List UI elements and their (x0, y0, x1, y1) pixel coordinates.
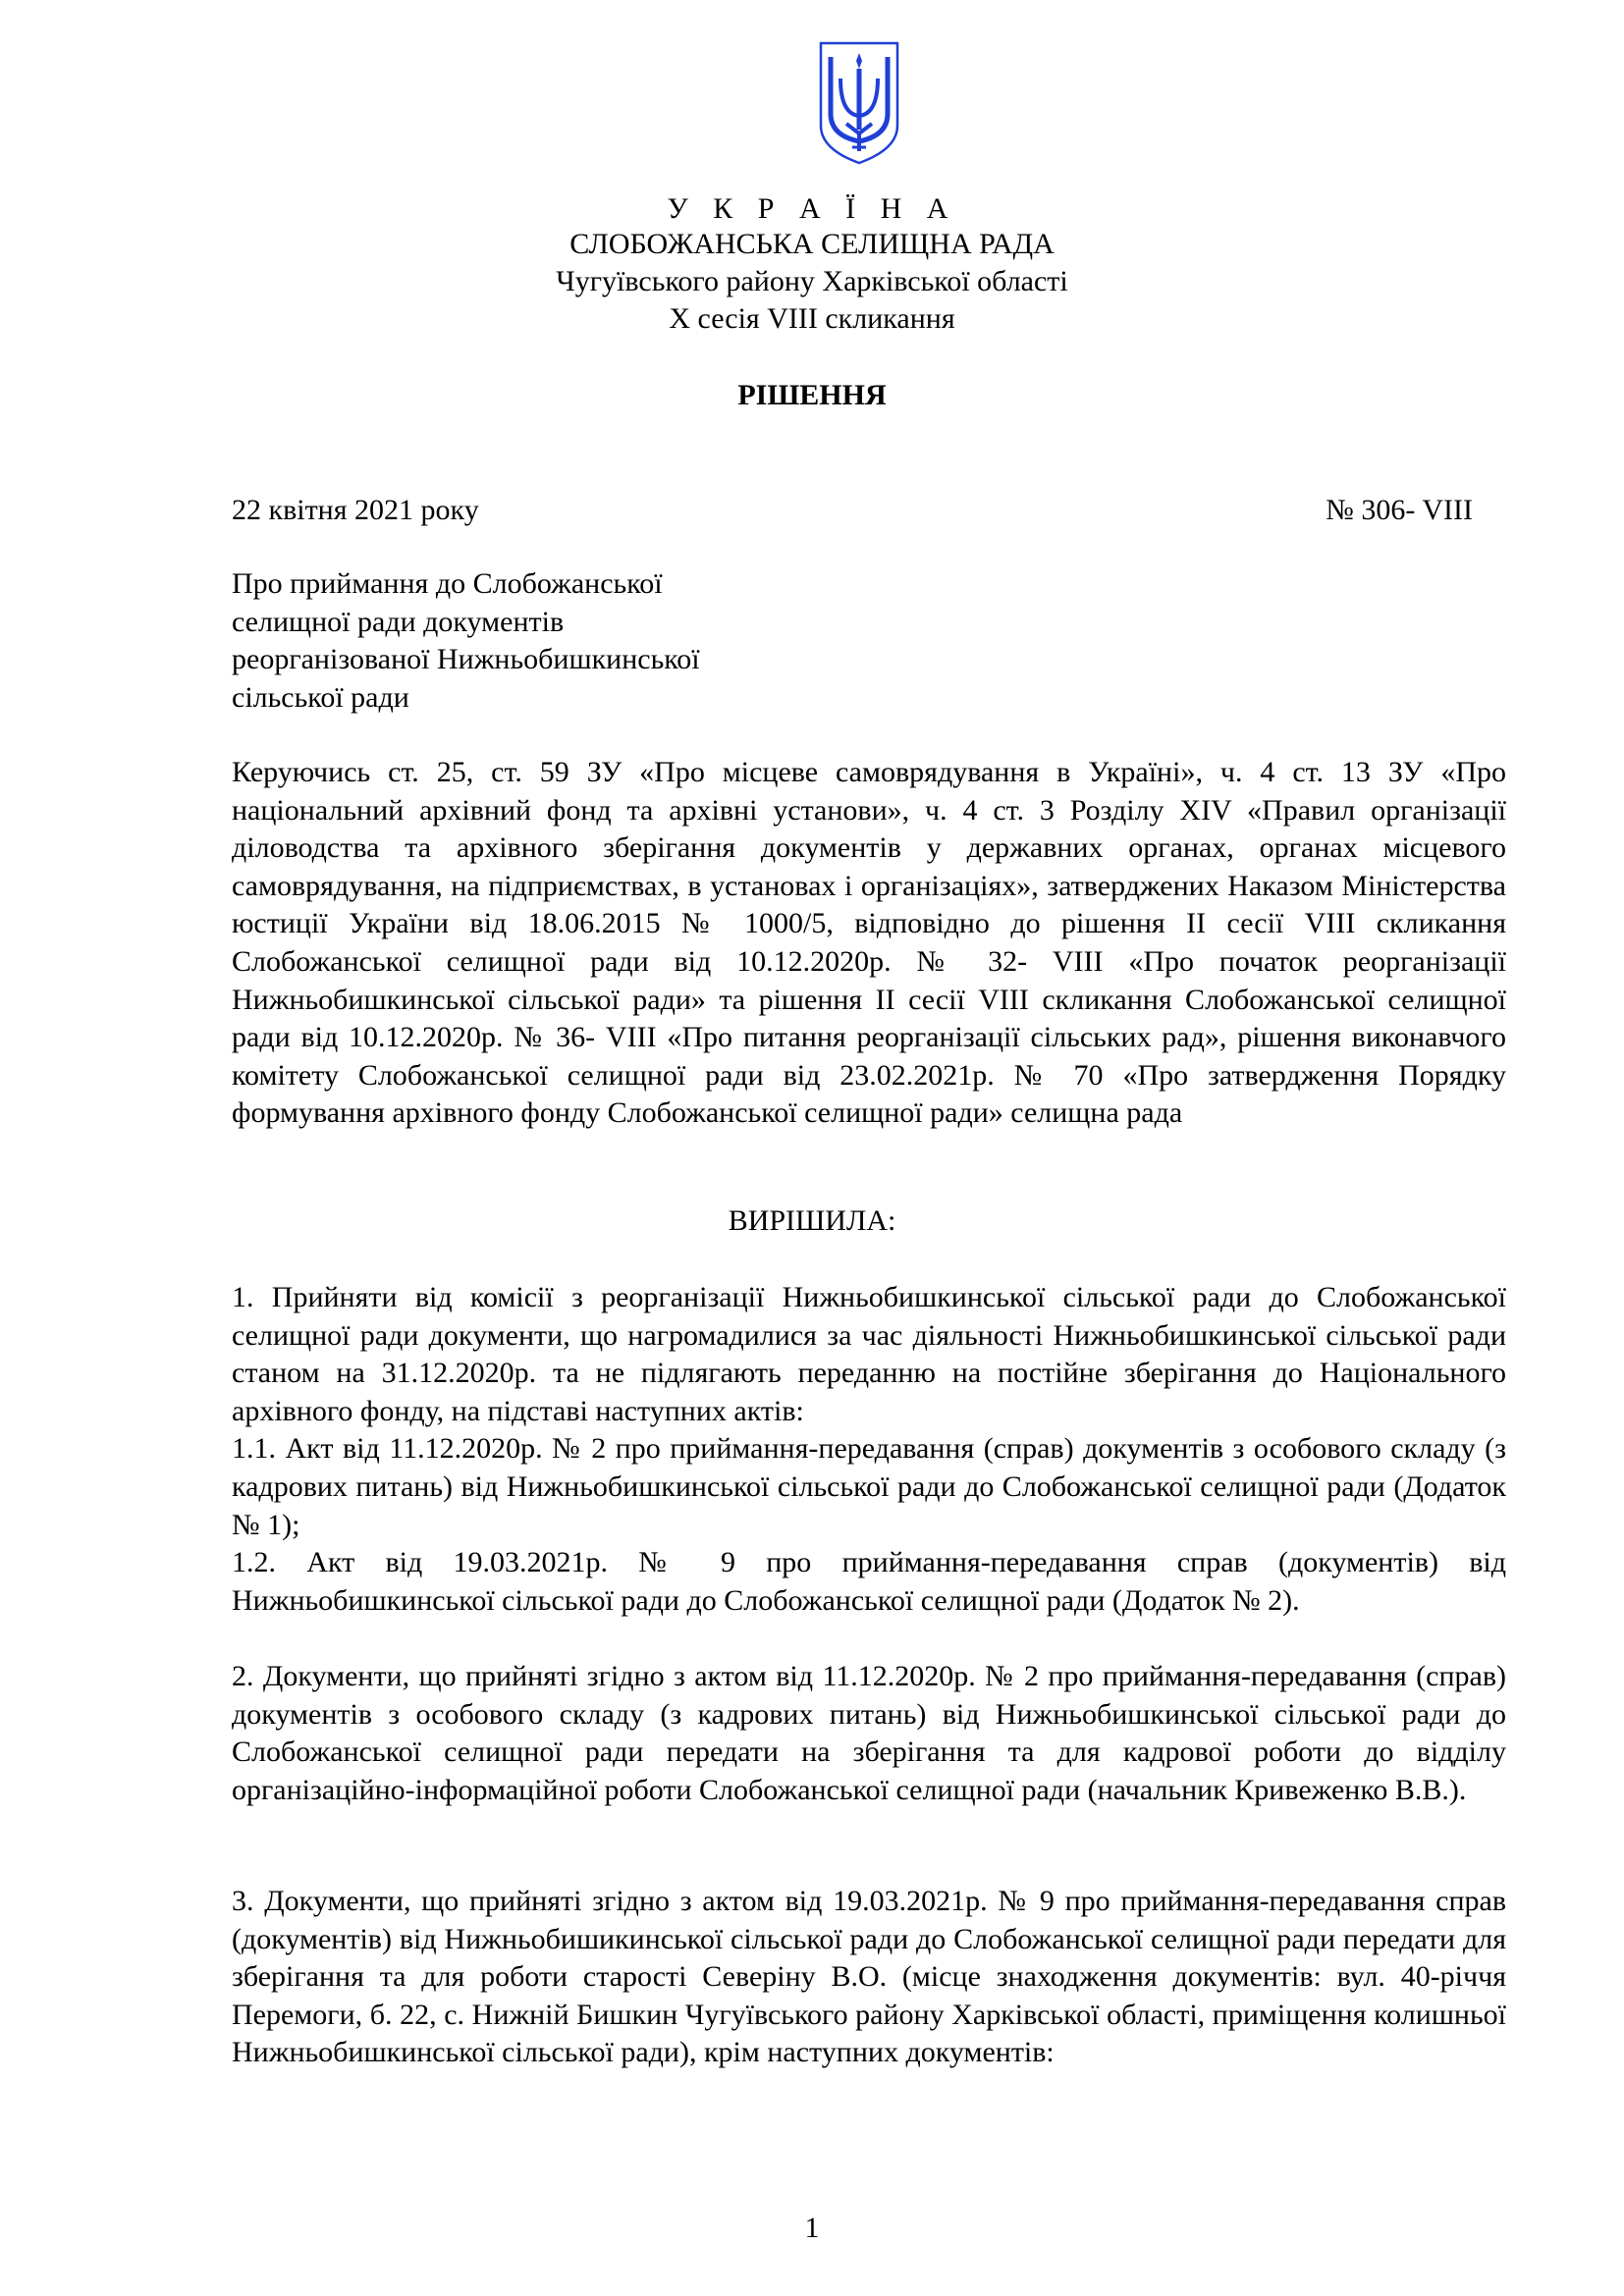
decision-subject (232, 565, 782, 717)
item-1: 1. Прийняти від комісії з реорганізації Нижньобишкинської сільської ради до Слобожанської селищної ради документи, що нагромадилися за час діяльності Нижньобишкинської сільської ради станом на 31.12.2020р. та не підлягають переданню на постійне зберігання до Національного архівного фонду, на підставі наступних актів: (232, 1281, 1506, 1427)
document-title: РІШЕННЯ (737, 379, 887, 411)
preamble-paragraph: Керуючись ст. 25, ст. 59 ЗУ «Про місцеве самоврядування в Україні», ч. 4 ст. 13 ЗУ «Про національний архівний фонд та архівні установи», ч. 4 ст. 3 Розділу XIV «Правил організації діловодства та архівного зберігання документів у державних органах, органах місцевого самоврядування, на підприємствах, в установах і організаціях», затверджених Наказом Міністерства юстиції України від 18.06.2015 № 1000/5, відповідно до рішення II сесії VIII скликання Слобожанської селищної ради від 10.12.2020р. № 32- VIII «Про початок реорганізації Нижньобишкинської сільської ради» та рішення II сесії VIII скликання Слобожанської селищної ради від 10.12.2020р. № 36- VIII «Про питання реорганізації сільських рад», рішення виконавчого комітету Слобожанської селищної ради від 23.02.2021р. № 70 «Про затвердження Порядку формування архівного фонду Слобожанської селищної ради» селищна рада (232, 756, 1506, 1130)
item-1-section (232, 1279, 1506, 1620)
decision-date: 22 квітня 2021 року (232, 494, 479, 526)
subject-line: сільської ради (232, 680, 409, 714)
header-session: X сесія VIII скликання (669, 302, 955, 335)
country-name: У К Р А Ї Н А (667, 192, 957, 225)
date-line (232, 494, 1473, 527)
header-council: СЛОБОЖАНСЬКА СЕЛИЩНА РАДА (569, 228, 1055, 260)
header-district: Чугуївського району Харківської області (556, 265, 1068, 297)
subject-line: Про приймання до Слобожанської (232, 567, 663, 600)
item-2: 2. Документи, що прийняті згідно з актом від 11.12.2020р. № 2 про приймання-передавання (справ) документів з особового складу (з кадрових питань) від Нижньобишкинської сільської ради до Слобожанської селищної ради передати на зберігання та для кадрової роботи до відділу організаційно-інформаційної роботи Слобожанської селищної ради (начальник Кривеженко В.В.). (232, 1660, 1506, 1806)
subject-line: селищної ради документів (232, 605, 565, 638)
item-1-2: 1.2. Акт від 19.03.2021р. № 9 про приймання-передавання справ (документів) від Нижньобишкинської сільської ради до Слобожанської селищної ради (Додаток № 2). (232, 1546, 1506, 1617)
tryzub-coat-of-arms-icon (817, 39, 901, 167)
item-1-1: 1.1. Акт від 11.12.2020р. № 2 про приймання-передавання (справ) документів з особового складу (з кадрових питань) від Нижньобишкинської сільської ради до Слобожанської селищної ради (Додаток № 1); (232, 1432, 1506, 1541)
item-3: 3. Документи, що прийняті згідно з актом від 19.03.2021р. № 9 про приймання-передавання справ (документів) від Нижньобишикинської сільської ради до Слобожанської селищної ради передати для зберігання та для роботи старості Северіну В.О. (місце знаходження документів: вул. 40-річчя Перемоги, б. 22, с. Нижній Бишкин Чугуївського району Харківської області, приміщення колишньої Нижньобишкинської сільської ради), крім наступних документів: (232, 1885, 1506, 2069)
subject-line: реорганізованої Нижньобишкинської (232, 643, 700, 676)
resolved-heading: ВИРІШИЛА: (728, 1204, 896, 1237)
page-number: 1 (804, 2212, 820, 2244)
header-country (0, 190, 1624, 228)
decision-number: № 306- VIII (1326, 494, 1473, 526)
